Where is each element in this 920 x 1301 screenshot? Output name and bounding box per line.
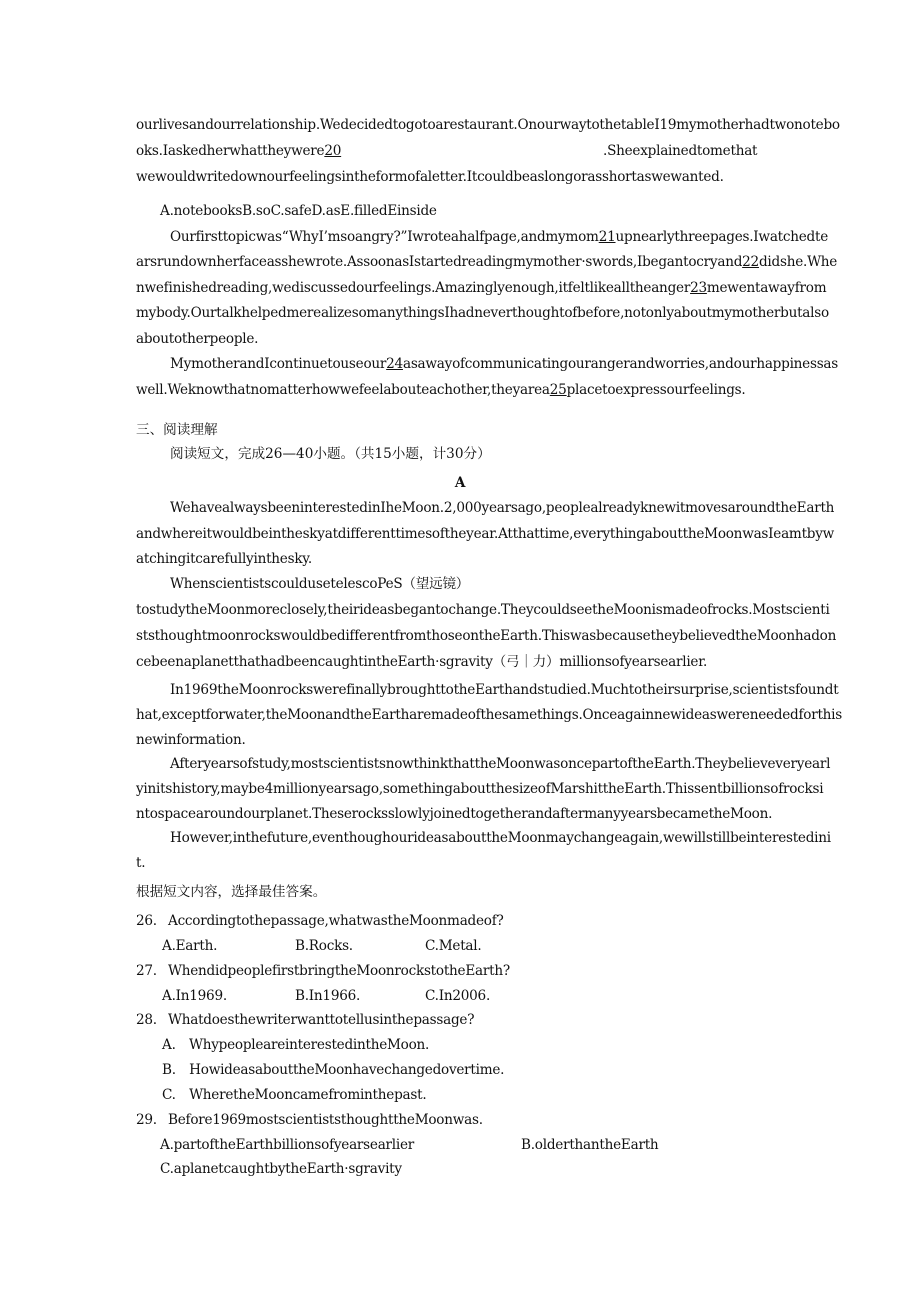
blank-24: 24 bbox=[386, 356, 403, 372]
text-line: t. bbox=[136, 855, 146, 871]
question-26 bbox=[136, 912, 504, 930]
question-number: 28. bbox=[136, 1012, 157, 1028]
text-run: arsrundownherfaceasshewrote.AssoonasIstartedreadingmymother·swords,Ibegantocryand bbox=[136, 254, 743, 270]
section-title: 三、阅读理解 bbox=[136, 422, 218, 438]
question-29 bbox=[136, 1111, 483, 1129]
text-run: oks.Iaskedherwhattheywere bbox=[136, 143, 325, 159]
text-line: yinitshistory,maybe4millionyearsago,somethingaboutthesizeofMarshittheEarth.Thissentbillionsofrocksi bbox=[136, 781, 824, 797]
text-line: However,inthefuture,eventhoughourideasabouttheMoonmaychangeagain,wewillstillbeinterestedini bbox=[170, 830, 831, 846]
option-b: B.olderthantheEarth bbox=[521, 1137, 659, 1153]
text-line: cebeenaplanetthathadbeencaughtintheEarth·sgravity（弓｜力）millionsofyearsearlier. bbox=[136, 654, 708, 670]
option-c: C.aplanetcaughtbytheEarth·sgravity bbox=[160, 1161, 402, 1177]
option-a: A.Earth. bbox=[162, 938, 218, 954]
text-line: In1969theMoonrockswerefinallybroughttotheEarthandstudied.Muchtotheirsurprise,scientistsfoundt bbox=[170, 682, 839, 698]
text-line bbox=[136, 253, 837, 271]
blank-25: 25 bbox=[549, 382, 567, 398]
text-line: Afteryearsofstudy,mostscientistsnowthinkthattheMoonwasoncepartoftheEarth.Theybelieveveryearl bbox=[170, 756, 831, 772]
question-number: 26. bbox=[136, 913, 157, 929]
question-number: 27. bbox=[136, 963, 157, 979]
blank-21: 21 bbox=[598, 229, 616, 245]
text-line bbox=[136, 142, 758, 160]
text-line: ntospacearoundourplanet.TheserocksslowlyjoinedtogetherandaftermanyyearsbecametheMoon. bbox=[136, 806, 773, 822]
option-c: C.Metal. bbox=[425, 938, 482, 954]
question-number: 29. bbox=[136, 1112, 157, 1128]
text-line bbox=[170, 355, 838, 373]
question-stem: WhendidpeoplefirstbringtheMoonrockstotheEarth? bbox=[168, 963, 510, 979]
answer-options: A.notebooksB.soC.safeD.asE.filledEinside bbox=[160, 203, 437, 219]
option-b: B. HowideasabouttheMoonhavechangedovertime. bbox=[162, 1062, 505, 1078]
option-a: A.partoftheEarthbillionsofyearsearlier bbox=[160, 1137, 415, 1153]
text-line: WhenscientistscouldusetelescoPeS（望远镜） bbox=[170, 576, 470, 592]
text-run: MymotherandIcontinuetouseour bbox=[170, 356, 387, 372]
question-instruction: 根据短文内容，选择最佳答案。 bbox=[136, 884, 327, 900]
text-line: wewouldwritedownourfeelingsintheformofaletter.Itcouldbeaslongorasshortaswewanted. bbox=[136, 169, 724, 185]
text-run: placetoexpressourfeelings. bbox=[566, 382, 746, 398]
text-line: newinformation. bbox=[136, 732, 246, 748]
text-run: upnearlythreepages.Iwatchedte bbox=[615, 229, 829, 245]
option-c: C. WheretheMooncamefrominthepast. bbox=[162, 1087, 427, 1103]
question-28 bbox=[136, 1011, 475, 1029]
text-line: ststhoughtmoonrockswouldbedifferentfromthoseontheEarth.ThiswasbecausetheybelievedtheMoonhadon bbox=[136, 628, 837, 644]
blank-20: 20 bbox=[324, 143, 342, 159]
passage-heading: A bbox=[454, 475, 466, 491]
text-line: andwhereitwouldbeintheskyatdifferenttimesoftheyear.Atthattime,everythingabouttheMoonwasIeamtbyw bbox=[136, 526, 835, 542]
option-a: A.In1969. bbox=[162, 988, 227, 1004]
text-run: Ourfirsttopicwas“WhyI’msoangry?”Iwroteahalfpage,andmymom bbox=[170, 229, 599, 245]
option-c: C.In2006. bbox=[425, 988, 491, 1004]
text-line: tostudytheMoonmoreclosely,theirideasbegantochange.TheycouldseetheMoonismadeofrocks.Mostscienti bbox=[136, 602, 830, 618]
text-line: atchingitcarefullyinthesky. bbox=[136, 551, 312, 567]
text-run: .Sheexplainedtomethat bbox=[603, 143, 758, 159]
text-line bbox=[136, 381, 745, 399]
blank-22: 22 bbox=[742, 254, 759, 270]
text-line: aboutotherpeople. bbox=[136, 331, 259, 347]
text-run: well.Weknowthatnomatterhowwefeelabouteachother,theyarea bbox=[136, 382, 550, 398]
text-run: mewentawayfrom bbox=[706, 280, 827, 296]
text-line: hat,exceptforwater,theMoonandtheEartharemadeofthesamethings.Onceagainnewideaswereneededforthis bbox=[136, 707, 842, 723]
text-line bbox=[136, 279, 826, 297]
question-stem: Accordingtothepassage,whatwastheMoonmadeof? bbox=[168, 913, 504, 929]
text-line: ourlivesandourrelationship.Wedecidedtogotoarestaurant.OnourwaytothetableI19mymotherhadtwonotebo bbox=[136, 117, 840, 133]
option-b: B.Rocks. bbox=[295, 938, 353, 954]
option-b: B.In1966. bbox=[295, 988, 361, 1004]
section-instruction: 阅读短文，完成26—40小题。（共15小题，计30分） bbox=[170, 446, 491, 462]
text-line: WehavealwaysbeeninterestedinIheMoon.2,000yearsago,peoplealreadyknewitmovesaroundtheEarth bbox=[170, 500, 835, 516]
text-line: mybody.OurtalkhelpedmerealizesomanythingsIhadneverthoughtofbefore,notonlyaboutmymotherbutalso bbox=[136, 305, 829, 321]
blank-23: 23 bbox=[690, 280, 707, 296]
question-stem: Before1969mostscientiststhoughttheMoonwas. bbox=[168, 1112, 483, 1128]
text-run: asawayofcommunicatingourangerandworries,andourhappinessas bbox=[402, 356, 839, 372]
question-27 bbox=[136, 962, 510, 980]
text-run: nwefinishedreading,wediscussedourfeelings.Amazinglyenough,itfeltlikealltheanger bbox=[136, 280, 691, 296]
question-stem: Whatdoesthewriterwanttotellusinthepassage? bbox=[168, 1012, 475, 1028]
text-line bbox=[170, 228, 828, 246]
option-a: A. WhypeopleareinterestedintheMoon. bbox=[162, 1037, 430, 1053]
text-run: didshe.Whe bbox=[758, 254, 838, 270]
